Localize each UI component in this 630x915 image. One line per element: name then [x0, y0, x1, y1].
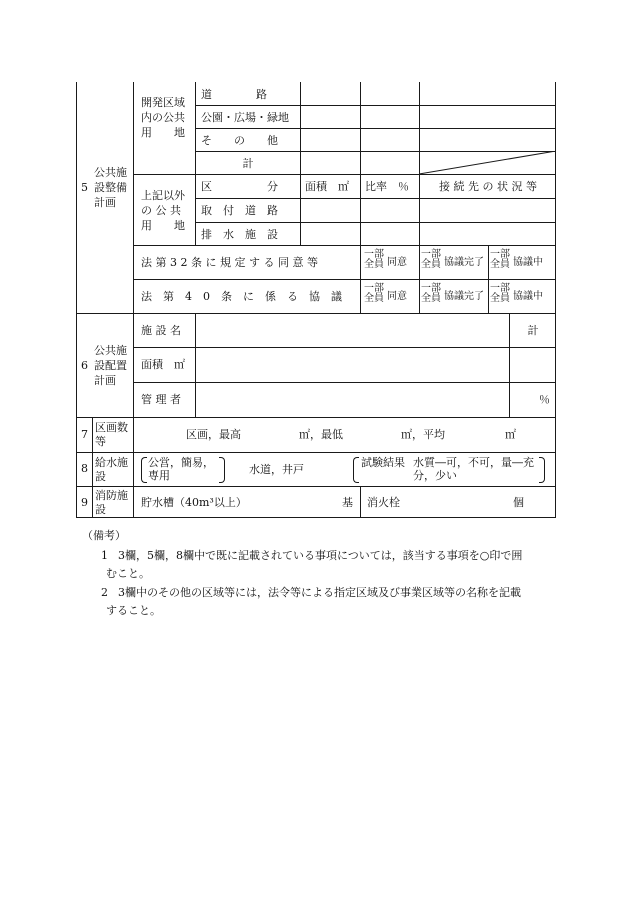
note-2-number: 2 — [101, 586, 108, 599]
law40-label: 法 第 4 0 条 に 係 る 協 議 — [141, 290, 342, 303]
outside-hline-2 — [195, 222, 556, 223]
row9-top — [76, 486, 556, 487]
rows789-number-divider — [92, 417, 93, 517]
outside-header-kubun: 区 分 — [201, 180, 278, 193]
row6-heading-3: 計画 — [94, 374, 116, 387]
outside-col-b — [360, 174, 361, 245]
law32-opt2-bottom: 全員 — [421, 259, 441, 270]
notes-title: （備考） — [82, 529, 126, 542]
law32-opt3-word: 協議中 — [513, 257, 543, 268]
row5-heading-3: 計画 — [94, 196, 116, 209]
outside-label-divider — [195, 174, 196, 245]
outside-header-area: 面積 ㎡ — [305, 180, 349, 193]
row9-mid-divider — [360, 486, 361, 517]
row8-water: 水道，井戸 — [249, 463, 304, 476]
row8-bracket-line-2: 専用 — [148, 469, 170, 482]
row6-manager: 管 理 者 — [141, 393, 181, 406]
row8-test-values-1: 水質―可，不可，量―充 — [413, 456, 534, 469]
row9-number: 9 — [81, 496, 88, 509]
outside-header-ratio: 比率 ％ — [365, 180, 409, 193]
note-1-line-2: むこと。 — [106, 567, 150, 580]
law32-opt2-word: 協議完了 — [444, 257, 484, 268]
devarea-hline-2 — [195, 128, 556, 129]
row9-heading-2: 設 — [95, 503, 106, 516]
note-2-line-2: すること。 — [106, 604, 161, 617]
law32-opt2-stack — [421, 250, 441, 270]
devarea-total: 計 — [242, 157, 254, 170]
law40-opt3-top: 一部 — [490, 283, 510, 294]
row8-heading-1: 給水施 — [95, 456, 128, 469]
row7-avg-unit: ㎡ — [505, 428, 516, 441]
row6-heading-2: 設配置 — [94, 359, 127, 372]
row8-left-bracket-open — [141, 457, 147, 483]
row6-label-divider — [133, 313, 134, 417]
law32-top — [133, 245, 556, 246]
law40-opt2-word: 協議完了 — [444, 291, 484, 302]
devarea-item-park: 公園・広場・緑地 — [201, 111, 289, 124]
law40-opt2-bottom: 全員 — [421, 293, 441, 304]
row8-test-values-2: 分，少い — [413, 469, 457, 482]
law32-opt1-top: 一部 — [364, 249, 384, 260]
law32-opt1-stack — [364, 250, 384, 270]
row9-hydrant: 消火栓 — [367, 496, 400, 509]
outside-hline-1 — [195, 198, 556, 199]
devarea-label-2: 内の公共 — [141, 111, 185, 124]
row7-max-unit: ㎡，最低 — [299, 428, 343, 441]
row9-hydrant-unit: 個 — [513, 496, 524, 509]
law32-opt3-stack — [490, 250, 510, 270]
outside-label-1: 上記以外 — [141, 189, 185, 202]
note-1-line-1: 3欄，5欄，8欄中で既に記載されている事項については，該当する事項を○印で囲 — [118, 549, 523, 562]
law40-opt3-bottom: 全員 — [490, 293, 510, 304]
law-col-a — [360, 245, 361, 313]
law40-opt3-stack — [490, 284, 510, 304]
outside-label-2: の 公 共 — [141, 204, 181, 217]
rows789-label-divider — [133, 417, 134, 517]
row9-heading-1: 消防施 — [95, 489, 128, 502]
row8-heading-2: 設 — [95, 470, 106, 483]
law40-opt1-bottom: 全員 — [364, 293, 384, 304]
law32-opt3-top: 一部 — [490, 249, 510, 260]
row6-hline-2 — [133, 382, 556, 383]
row7-blocks: 区画，最高 — [186, 428, 241, 441]
row6-area: 面積 ㎡ — [141, 358, 185, 371]
law40-opt1-stack — [364, 284, 384, 304]
row7-number: 7 — [81, 428, 88, 441]
law40-opt1-word: 同意 — [387, 291, 407, 302]
devarea-label-1: 開発区域 — [141, 96, 185, 109]
row6-facility-name: 施 設 名 — [141, 324, 181, 337]
row9-tank: 貯水槽（40m³以上） — [141, 496, 247, 509]
outside-item-drainage: 排 水 施 設 — [201, 228, 278, 241]
law40-top — [133, 279, 556, 280]
law32-label: 法 第 3 2 条 に 規 定 す る 同 意 等 — [141, 256, 318, 269]
row6-top — [76, 313, 556, 314]
row7-top — [76, 417, 556, 418]
row7-heading-2: 等 — [95, 435, 106, 448]
total-diagonal — [419, 151, 556, 175]
law-col-c — [488, 245, 489, 313]
devarea-label-3: 用 地 — [141, 126, 185, 139]
row9-tank-unit: 基 — [342, 496, 353, 509]
law32-opt3-bottom: 全員 — [490, 259, 510, 270]
row7-min-unit: ㎡，平均 — [401, 428, 445, 441]
devarea-item-road: 道 路 — [201, 88, 267, 101]
row8-test-label: 試験結果 — [361, 456, 405, 469]
row5-number: 5 — [81, 181, 88, 194]
row6-number: 6 — [81, 359, 88, 372]
note-1-number: 1 — [101, 549, 108, 562]
law32-opt2-top: 一部 — [421, 249, 441, 260]
outside-col-a — [300, 174, 301, 245]
outside-header-connection: 接 続 先 の 状 況 等 — [439, 180, 537, 193]
row6-col-a — [195, 313, 196, 417]
row8-top — [76, 452, 556, 453]
note-2-line-1: 3欄中のその他の区域等には，法令等による指定区域及び事業区域等の名称を記載 — [118, 586, 521, 599]
law40-opt1-top: 一部 — [364, 283, 384, 294]
outside-item-access-road: 取 付 道 路 — [201, 204, 278, 217]
row8-left-bracket-close — [219, 457, 225, 483]
row6-hline-1 — [133, 347, 556, 348]
row8-bracket-line-1: 公営，簡易， — [148, 456, 214, 469]
outside-label-3: 用 地 — [141, 219, 185, 232]
row8-number: 8 — [81, 462, 88, 475]
law40-opt3-word: 協議中 — [513, 291, 543, 302]
row6-heading-1: 公共施 — [94, 344, 127, 357]
row6-total: 計 — [527, 324, 539, 337]
law40-opt2-stack — [421, 284, 441, 304]
law40-opt2-top: 一部 — [421, 283, 441, 294]
frame-bottom — [76, 517, 556, 518]
row6-percent: ％ — [539, 393, 550, 406]
devarea-hline-1 — [195, 105, 556, 106]
law32-opt1-bottom: 全員 — [364, 259, 384, 270]
row7-heading-1: 区画数 — [95, 421, 128, 434]
law-col-b — [419, 245, 420, 313]
devarea-item-other: そ の 他 — [201, 134, 278, 147]
row8-right-bracket-close — [539, 457, 545, 483]
row8-right-bracket-open — [353, 457, 359, 483]
row5-heading-2: 設整備 — [94, 181, 127, 194]
row5-heading-1: 公共施 — [94, 166, 127, 179]
law32-opt1-word: 同意 — [387, 257, 407, 268]
